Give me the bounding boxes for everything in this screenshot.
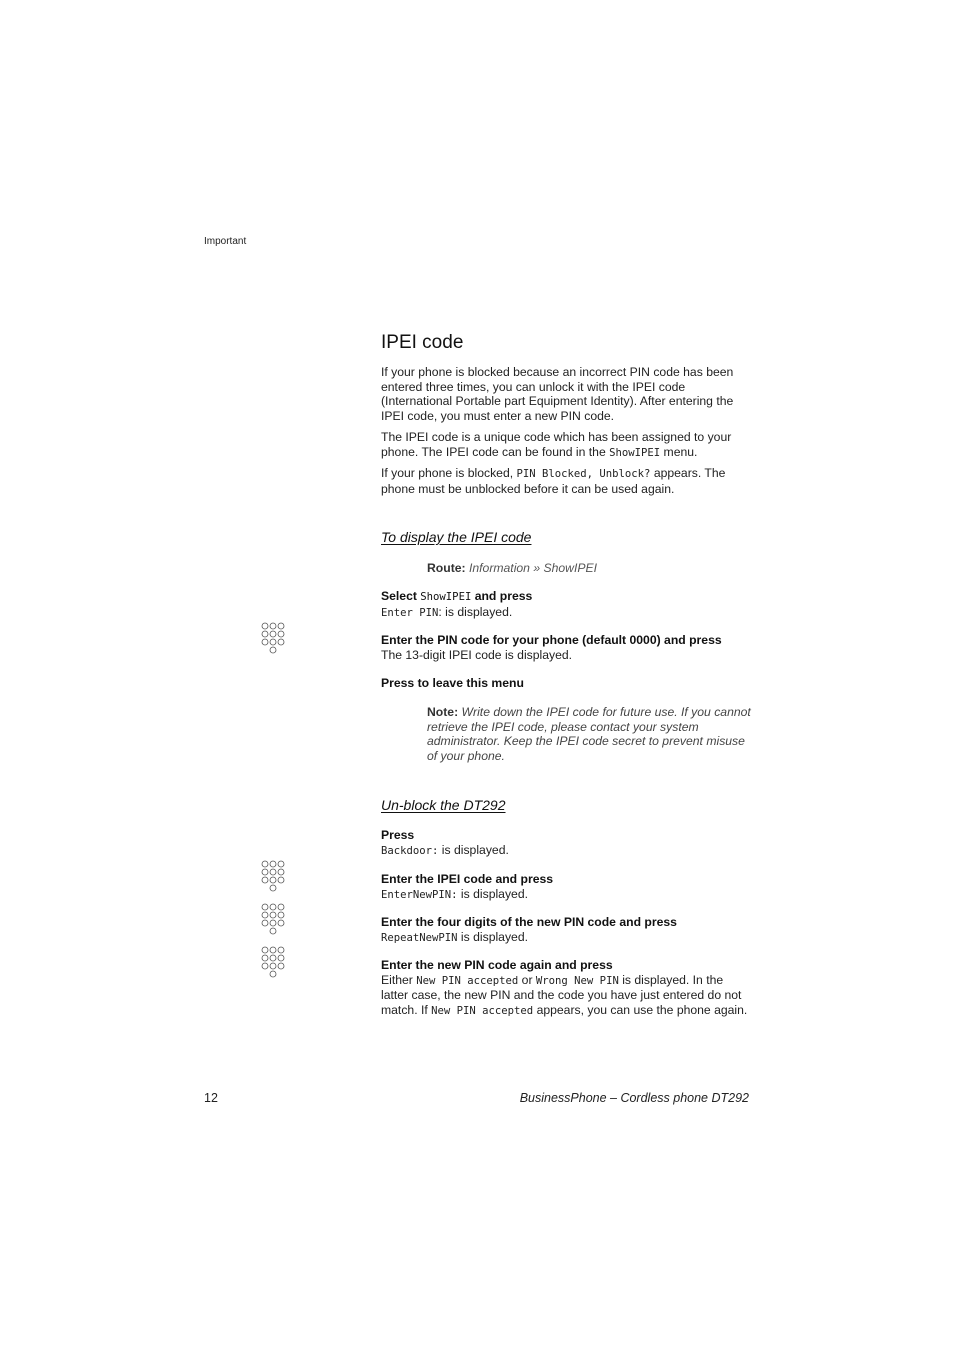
keypad-icon	[261, 622, 285, 654]
route-line: Route: Information » ShowIPEI	[427, 561, 598, 575]
unblock-step-4: Enter the new PIN code again and press Either New PIN accepted or Wrong New PIN is displayed. In the latter case, the new PIN and the code you have just entered do not match. If New PIN accepted appears, you can use the phone again.	[381, 958, 748, 1017]
intro-paragraph-3: If your phone is blocked, PIN Blocked, Unblock? appears. The phone must be unblocked before it can be used again.	[381, 466, 726, 496]
document-title: BusinessPhone – Cordless phone DT292	[519, 1091, 749, 1105]
section-heading-display: To display the IPEI code	[381, 529, 532, 545]
unblock-step-3: Enter the four digits of the new PIN code and press RepeatNewPIN is displayed.	[381, 915, 677, 944]
display-step-1: Select ShowIPEI and press Enter PIN: is displayed.	[381, 589, 533, 619]
keypad-icon	[261, 903, 285, 935]
page-number: 12	[204, 1091, 218, 1105]
keypad-icon	[261, 946, 285, 978]
intro-paragraph-2: The IPEI code is a unique code which has been assigned to your phone. The IPEI code can be found in the ShowIPEI menu.	[381, 430, 732, 459]
unblock-step-1: Press Backdoor: is displayed.	[381, 828, 509, 857]
unblock-step-2: Enter the IPEI code and press EnterNewPIN: is displayed.	[381, 872, 554, 901]
menu-code: ShowIPEI	[609, 446, 661, 459]
running-header: Important	[204, 236, 247, 247]
section-heading-unblock: Un-block the DT292	[381, 797, 506, 813]
intro-paragraph-1: If your phone is blocked because an incorrect PIN code has been entered three times, you can unlock it with the IPEI code (International Portable part Equipment Identity). After entering the IPEI code, you must enter a new PIN code.	[381, 365, 734, 423]
keypad-icon	[261, 860, 285, 892]
display-step-2: Enter the PIN code for your phone (default 0000) and press The 13-digit IPEI code is displayed.	[381, 633, 722, 662]
page-title: IPEI code	[381, 332, 464, 353]
note-block: Note: Write down the IPEI code for future use. If you cannot retrieve the IPEI code, please contact your system administrator. Keep the IPEI code secret to prevent misuse of your phone.	[427, 705, 751, 763]
display-code: PIN Blocked, Unblock?	[516, 468, 651, 480]
display-step-3: Press to leave this menu	[381, 676, 524, 690]
